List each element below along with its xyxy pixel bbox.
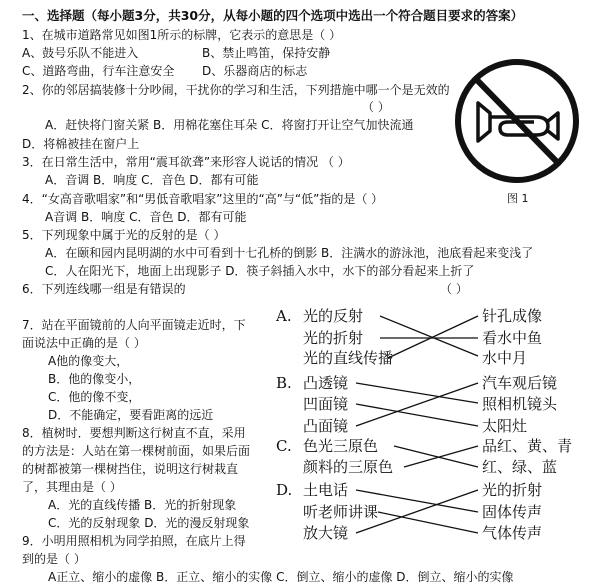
q6-stem: 6．下列连线哪一组是有错误的 [22,282,186,296]
match-d-left-1: 土电话 [303,481,349,499]
q1-option-c: C、道路弯曲，行车注意安全 [22,64,175,78]
q7-stem-line1: 7．站在平面镜前的人向平面镜走近时，下 [22,318,246,332]
q8-stem-line3: 的树都被第一棵树挡住，说明这行树栽直 [22,462,239,476]
q6-answer-paren: （ ） [440,282,468,296]
q5-stem: 5．下列现象中属于光的反射的是（ ） [22,228,226,242]
match-c-right-1: 品红、黄、青 [482,437,573,455]
q4-options: A音调 B．响度 C．音色 D．都有可能 [45,210,247,224]
q5-options-cd: C．人在阳光下，地面上出现影子 D．筷子斜插入水中，水下的部分看起来上折了 [45,264,475,278]
q9-stem-line1: 9．小明用照相机为同学拍照，在底片上得 [22,534,246,548]
q8-stem-line4: 了，其理由是（ ） [22,480,122,494]
q5-options-ab: A．在颐和园内昆明湖的水中可看到十七孔桥的倒影 B．注满水的游泳池，池底看起来变浅了 [45,246,534,260]
match-c-left-1: 色光三原色 [303,437,379,455]
q2-stem: 2、你的邻居搞装修十分吵闹，干扰你的学习和生活，下列措施中哪一个是无效的 [22,83,450,97]
q2-option-d: D．将棉被挂在窗户上 [22,137,140,151]
match-b-left-2: 凹面镜 [303,395,349,413]
match-c-right-2: 红、绿、蓝 [482,458,558,476]
section-title: 一、选择题（每小题3分，共30分，从每小题的四个选项中选出一个符合题目要求的答案） [22,8,524,23]
match-b-right-2: 照相机镜头 [482,395,558,413]
match-a-letter: A. [276,307,292,325]
q2-answer-paren: （ ） [362,100,390,114]
figure-1-label: 图 1 [507,192,529,205]
match-d-right-1: 光的折射 [482,481,543,499]
match-c-left-2: 颜料的三原色 [303,458,394,476]
match-a-right-3: 水中月 [482,349,528,367]
match-a-left-2: 光的折射 [303,329,364,347]
no-horn-sign-icon [452,55,582,187]
q7-stem-line2: 面说法中正确的是（ ） [22,336,146,350]
q7-option-d: D．不能确定，要看距离的远近 [48,408,214,422]
q9-stem-line2: 到的是（ ） [22,552,86,566]
q1-option-d: D、乐器商店的标志 [202,64,308,78]
match-a-right-2: 看水中鱼 [482,329,543,347]
match-b-left-3: 凸面镜 [303,417,349,435]
q7-option-c: C．他的像不变， [48,390,141,404]
q8-stem-line2: 的方法是：人站在第一棵树前面，如果后面 [22,444,251,458]
match-a-left-1: 光的反射 [303,307,364,325]
match-d-right-3: 气体传声 [482,524,543,542]
match-a-right-1: 针孔成像 [482,307,543,325]
match-b-right-3: 太阳灶 [482,417,528,435]
q8-options-cd: C．光的反射现象 D．光的漫反射现象 [48,516,250,530]
q1-stem: 1、在城市道路常见如图1所示的标牌，它表示的意思是（ ） [22,28,342,42]
match-d-right-2: 固体传声 [482,503,543,521]
match-d-left-2: 听老师讲课 [303,503,379,521]
q3-options: A．音调 B．响度 C．音色 D．都有可能 [45,173,259,187]
match-b-letter: B. [276,374,292,392]
match-a-left-3: 光的直线传播 [303,349,394,367]
q9-options: A正立、缩小的虚像 B．正立、缩小的实像 C．倒立、缩小的虚像 D．倒立、缩小的实像 [48,570,514,584]
q4-stem: 4．“女高音歌唱家”和“男低音歌唱家”这里的“高”与“低”指的是（ ） [22,192,384,206]
q1-option-a: A、鼓号乐队不能进入 [22,46,139,60]
q1-option-b: B、禁止鸣笛，保持安静 [202,46,331,60]
match-c-letter: C. [276,437,292,455]
q8-options-ab: A．光的直线传播 B．光的折射现象 [48,498,237,512]
q2-options-abc: A．赶快将门窗关紧 B．用棉花塞住耳朵 C．将窗打开让空气加快流通 [45,118,414,132]
q7-option-b: B．他的像变小， [48,372,141,386]
match-d-left-3: 放大镜 [303,524,349,542]
match-d-letter: D. [276,481,293,499]
q8-stem-line1: 8．植树时．要想判断这行树直不直，采用 [22,426,246,440]
q7-option-a: A他的像变大， [48,354,129,368]
match-b-left-1: 凸透镜 [303,374,349,392]
q3-stem: 3．在日常生活中，常用“震耳欲聋”来形容人说话的情况 （ ） [22,155,350,169]
match-b-right-1: 汽车观后镜 [482,374,558,392]
